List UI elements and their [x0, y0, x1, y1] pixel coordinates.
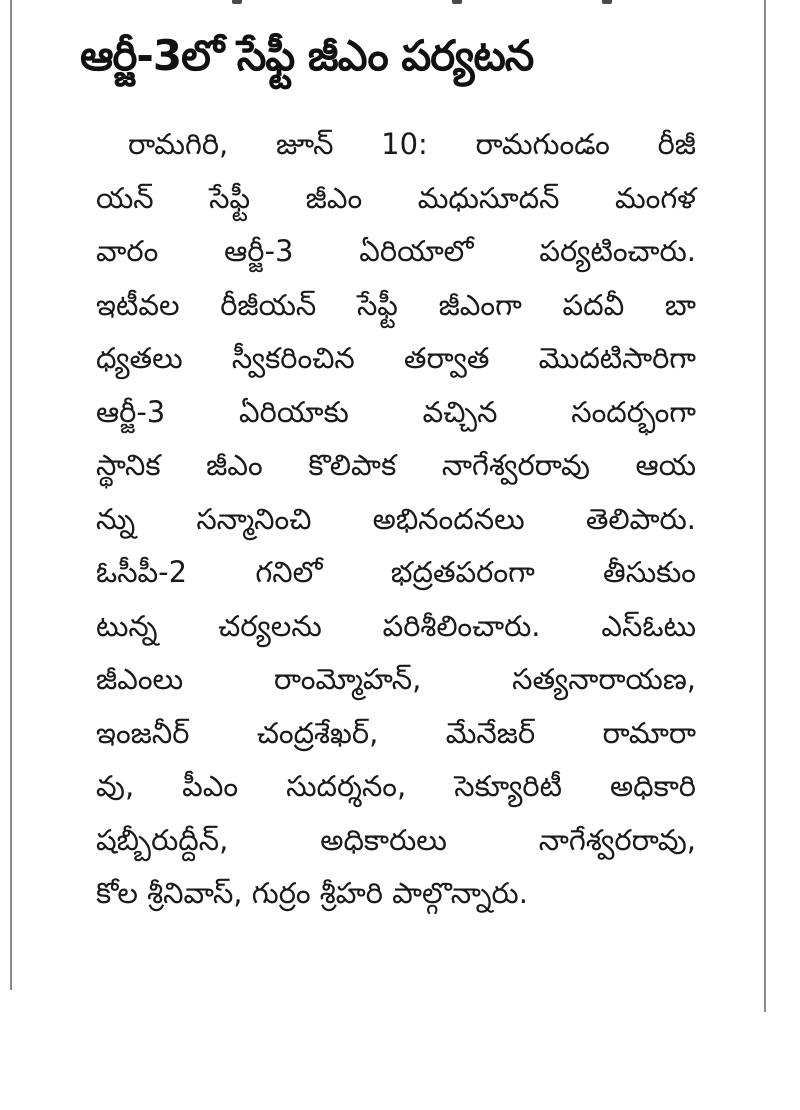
article-headline: ఆర్జీ-3లో సేఫ్టీ జీఎం పర్యటన: [80, 31, 534, 80]
article-line: వారం ఆర్జీ-3 ఏరియాలో పర్యటించారు.: [96, 234, 696, 268]
article-body: [96, 118, 696, 921]
column-rule-right: [764, 0, 766, 1012]
cropped-text-fragment: [40, 0, 740, 8]
article-line: టున్న చర్యలను పరిశీలించారు. ఎస్ఓటు: [96, 608, 696, 643]
article-line: రామగిరి, జూన్ 10: రామగుండం రీజీ: [128, 127, 696, 161]
article-line: జీఎంలు రాంమ్మోహన్, సత్యనారాయణ,: [96, 662, 696, 696]
article-line: ఓసీపీ-2 గనిలో భద్రతపరంగా తీసుకుం: [96, 555, 696, 589]
article-line: కోల శ్రీనివాస్, గుర్రం శ్రీహరి పాల్గొన్నారు.: [96, 876, 528, 910]
article-line: ఆర్జీ-3 ఏరియాకు వచ్చిన సందర్భంగా: [96, 394, 696, 429]
article-line: షబ్బీరుద్దీన్, అధికారులు నాగేశ్వరరావు,: [96, 822, 696, 857]
article-line: న్ను సన్మానించి అభినందనలు తెలిపారు.: [96, 501, 696, 536]
article-line: స్థానిక జీఎం కొలిపాక నాగేశ్వరరావు ఆయ: [96, 448, 696, 482]
article-line: యన్ సేఫ్టీ జీఎం మధుసూదన్ మంగళ: [96, 180, 696, 215]
article-line: ఇటీవల రీజీయన్ సేఫ్టీ జీఎంగా పదవీ బా: [96, 287, 696, 322]
article-line: ధ్యతలు స్వీకరించిన తర్వాత మొదటిసారిగా: [96, 341, 696, 375]
article-line: వు, పీఎం సుదర్శనం, సెక్యూరిటీ అధికారి: [96, 769, 696, 803]
column-rule-left: [10, 0, 12, 990]
article-line: ఇంజనీర్ చంద్రశేఖర్, మేనేజర్ రామారా: [96, 715, 696, 750]
